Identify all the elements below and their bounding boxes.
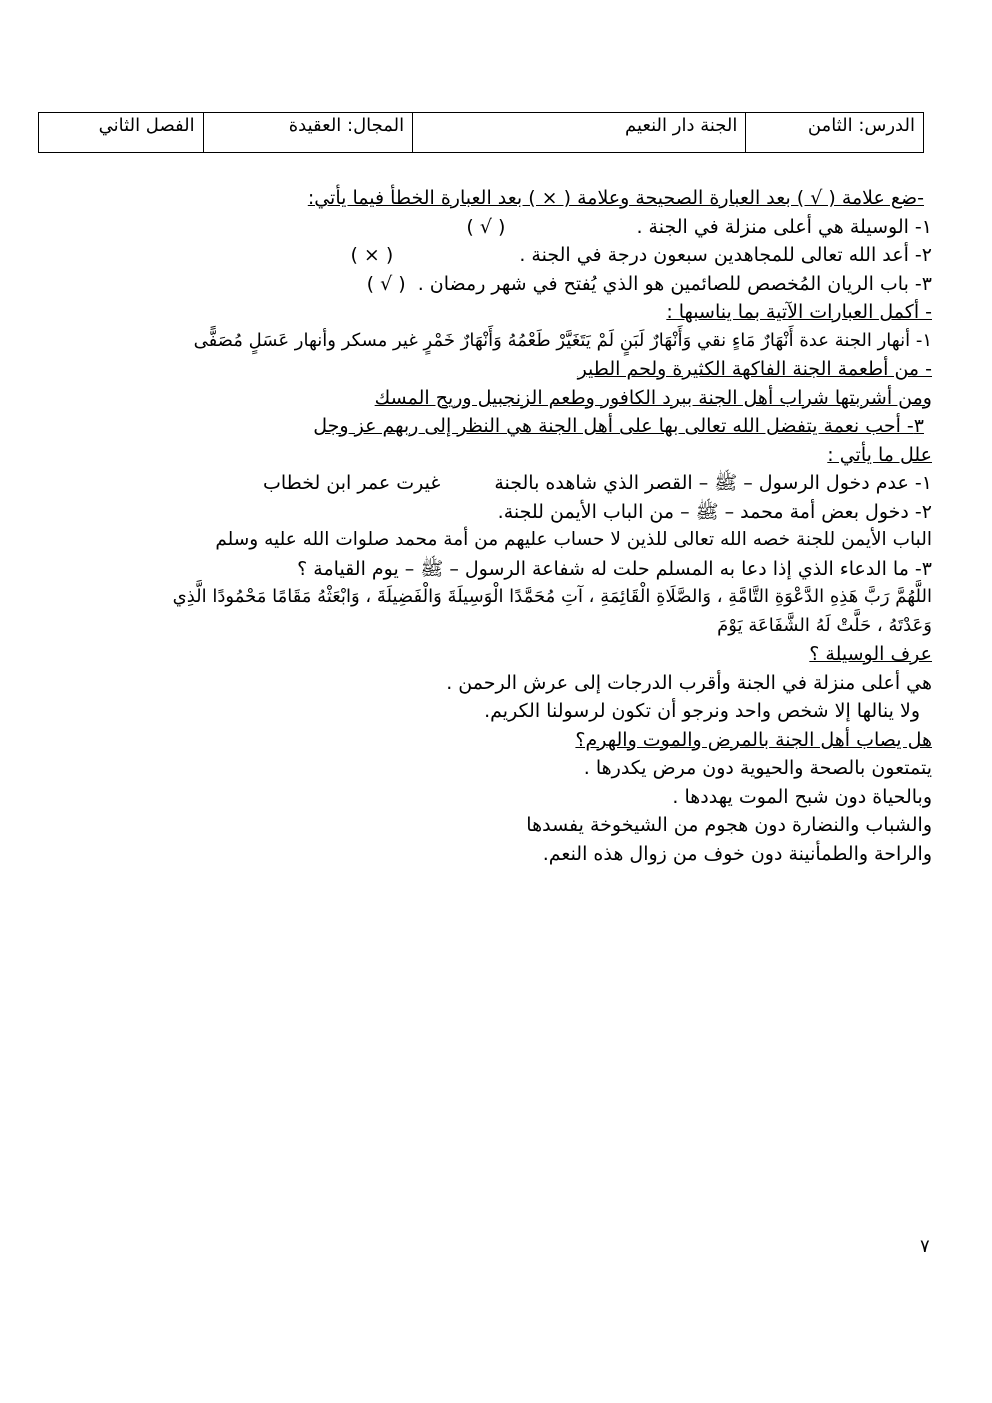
sickness-answer-1: يتمتعون بالصحة والحيوية دون مرض يكدرها . <box>583 757 932 779</box>
define-answer-2: ولا ينالها إلا شخص واحد ونرجو أن تكون لرسولنا الكريم. <box>484 700 920 722</box>
page-number: ٧ <box>920 1236 930 1257</box>
reason-question-2: ٢- دخول بعض أمة محمد – ﷺ – من الباب الأيمن للجنة. <box>497 500 932 523</box>
reason-answer-2: الباب الأيمن للجنة خصه الله تعالى للذين لا حساب عليهم من أمة محمد صلوات الله عليه وسلم <box>215 529 932 550</box>
dua-line-1: اللَّهُمَّ رَبَّ هَذِهِ الدَّعْوَةِ التَّامَّةِ ، وَالصَّلَاةِ الْقَائِمَةِ ، آتِ مُحَمَّدًا الْوَسِيلَةَ وَالْفَضِيلَةَ ، وَابْعَثْهُ مَقَامًا مَحْمُودًا الَّذِي <box>172 586 932 607</box>
section1-instruction: -ضع علامة ( √ ) بعد العبارة الصحيحة وعلامة ( × ) بعد العبارة الخطأ فيما يأتي: <box>307 187 924 209</box>
reason-question-3: ٣- ما الدعاء الذي إذا دعا به المسلم حلت له شفاعة الرسول – ﷺ – يوم القيامة ؟ <box>297 557 932 580</box>
header-table <box>38 112 924 153</box>
complete-line-4: ٣- أحب نعمة يتفضل الله تعالى بها على أهل الجنة هي النظر إلى ربهم عز وجل <box>313 415 924 437</box>
sickness-answer-2: وبالحياة دون شبح الموت يهددها . <box>672 785 932 808</box>
tf-item-text: ٣- باب الريان المُخصص للصائمين هو الذي يُفتح في شهر رمضان . <box>417 272 932 295</box>
section2-instruction: - أكمل العبارات الآتية بما يناسبها : <box>666 301 932 323</box>
complete-line-2: - من أطعمة الجنة الفاكهة الكثيرة ولحم الطير <box>577 358 932 380</box>
worksheet-body <box>40 184 932 868</box>
tf-item-1 <box>40 213 932 242</box>
term-cell: الفصل الثاني <box>98 115 195 136</box>
tf-item-mark: ( √ ) <box>366 272 406 295</box>
sickness-question: هل يصاب أهل الجنة بالمرض والموت والهرم؟ <box>575 728 932 751</box>
define-answer-1: هي أعلى منزلة في الجنة وأقرب الدرجات إلى عرش الرحمن . <box>446 671 932 694</box>
complete-line-3: ومن أشربتها شراب أهل الجنة ببرد الكافور وطعم الزنجبيل وريح المسك <box>374 386 932 409</box>
reason-item-1 <box>40 469 932 498</box>
tf-item-2 <box>40 241 932 270</box>
tf-item-text: ١- الوسيلة هي أعلى منزلة في الجنة . <box>636 215 932 238</box>
sickness-answer-3: والشباب والنضارة دون هجوم من الشيخوخة يفسدها <box>526 814 932 836</box>
domain-cell: المجال: العقيدة <box>203 113 413 152</box>
title-cell: الجنة دار النعيم <box>412 113 745 152</box>
tf-item-3 <box>40 270 932 299</box>
tf-item-text: ٢- أعد الله تعالى للمجاهدين سبعون درجة في الجنة . <box>519 244 932 266</box>
reason-answer: غيرت عمر ابن لخطاب <box>262 472 441 494</box>
tf-item-mark: ( √ ) <box>466 215 506 238</box>
lesson-cell: الدرس: الثامن <box>745 113 923 152</box>
dua-line-2: وَعَدْتَهُ ، حَلَّتْ لَهُ الشَّفَاعَة يَوْمَ <box>717 614 932 636</box>
reason-question: ١- عدم دخول الرسول – ﷺ – القصر الذي شاهده بالجنة <box>494 472 932 494</box>
sickness-answer-4: والراحة والطمأنينة دون خوف من زوال هذه النعم. <box>542 842 932 865</box>
define-question: عرف الوسيلة ؟ <box>809 643 932 665</box>
section3-instruction: علل ما يأتي : <box>827 443 932 466</box>
tf-item-mark: ( × ) <box>350 244 394 266</box>
complete-line-1: ١- أنهار الجنة عدة أَنْهَارٌ مَاءٍ نقي وَأَنْهَارٌ لَبَنٍ لَمْ يَتَغَيَّرْ طَعْمُهُ وَأَنْهَارٌ خَمْرٍ غير مسكر وأنهار عَسَلٍ مُصَفًّى <box>193 329 932 351</box>
